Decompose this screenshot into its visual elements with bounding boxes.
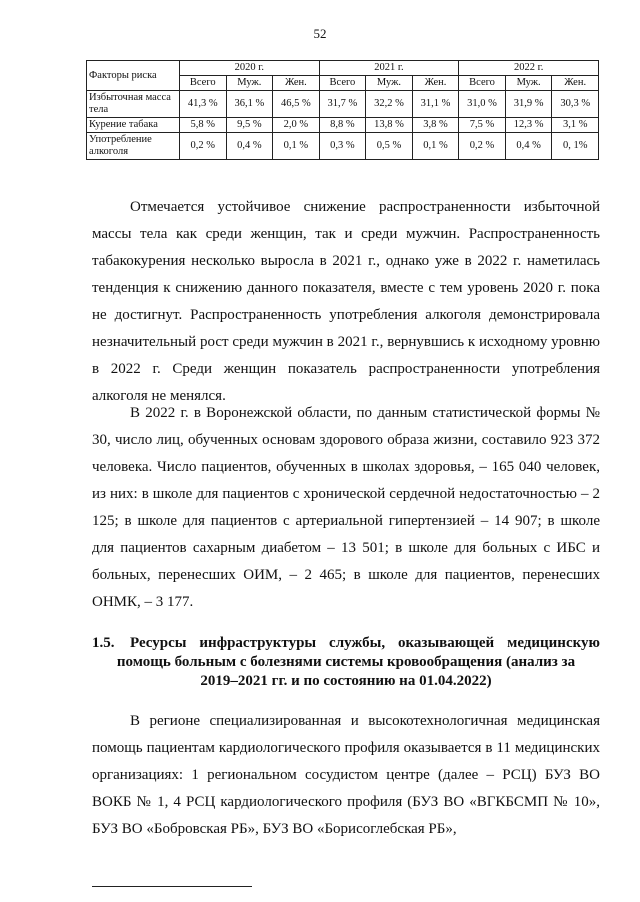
subheader-male: Муж. <box>226 76 273 91</box>
section-title-line-1: Ресурсы инфраструктуры службы, оказывающей медицинскую <box>130 635 600 651</box>
row-factor-label: Употребление алкоголя <box>87 133 180 160</box>
paragraph-cardiology-care: В регионе специализированная и высокотехнологичная медицинская помощь пациентам кардиологического профиля оказывается в 11 медицинских организациях: 1 региональном сосудистом центре (далее – РСЦ) БУЗ ВО ВОКБ № 1, 4 РСЦ кардиологического профиля (БУЗ ВО «ВГКБСМП № 10», БУЗ ВО «Бобровская РБ», БУЗ ВО «Борисоглебская РБ», <box>92 713 600 837</box>
table-cell: 0,2 % <box>180 133 227 160</box>
table-cell: 36,1 % <box>226 91 273 118</box>
table-cell: 31,0 % <box>459 91 506 118</box>
table-cell: 0,4 % <box>226 133 273 160</box>
risk-factors-table <box>86 60 599 160</box>
table-cell: 8,8 % <box>319 118 366 133</box>
subheader-male: Муж. <box>505 76 552 91</box>
table-row <box>87 133 599 160</box>
subheader-female: Жен. <box>273 76 320 91</box>
table-cell: 12,3 % <box>505 118 552 133</box>
table-cell: 0,3 % <box>319 133 366 160</box>
header-factor: Факторы риска <box>87 61 180 91</box>
table-cell: 0,1 % <box>412 133 459 160</box>
table-cell: 7,5 % <box>459 118 506 133</box>
table-row <box>87 91 599 118</box>
subheader-total: Всего <box>319 76 366 91</box>
table-cell: 31,9 % <box>505 91 552 118</box>
page-number: 52 <box>313 26 327 41</box>
table-cell: 46,5 % <box>273 91 320 118</box>
table-cell: 0, 1% <box>552 133 599 160</box>
table-cell: 31,7 % <box>319 91 366 118</box>
header-year-2021: 2021 г. <box>319 61 459 76</box>
table-cell: 30,3 % <box>552 91 599 118</box>
table-cell: 3,1 % <box>552 118 599 133</box>
paragraph-health-schools: В 2022 г. в Воронежской области, по данным статистической формы № 30, число лиц, обученных основам здорового образа жизни, составило 923 372 человека. Число пациентов, обученных в школах здоровья, – 165 040 человек, из них: в школе для пациентов с хронической сердечной недостаточностью – 2 125; в школе для пациентов с артериальной гипертензией – 14 907; в школе для пациентов сахарным диабетом – 13 501; в школе для больных с ИБС и больных, перенесших ОИМ, – 2 465; в школе для пациентов, перенесших ОНМК, – 3 177. <box>92 405 600 610</box>
table-cell: 5,8 % <box>180 118 227 133</box>
table-cell: 13,8 % <box>366 118 413 133</box>
footnote-divider <box>92 886 252 887</box>
row-factor-label: Избыточная масса тела <box>87 91 180 118</box>
section-title-line-3: 2019–2021 гг. и по состоянию на 01.04.2022) <box>200 673 492 689</box>
table-row <box>87 118 599 133</box>
table-cell: 9,5 % <box>226 118 273 133</box>
table-cell: 0,5 % <box>366 133 413 160</box>
subheader-female: Жен. <box>552 76 599 91</box>
table-cell: 2,0 % <box>273 118 320 133</box>
table-header-row-years <box>87 61 599 76</box>
table-cell: 31,1 % <box>412 91 459 118</box>
subheader-female: Жен. <box>412 76 459 91</box>
paragraph-risk-trends: Отмечается устойчивое снижение распространенности избыточной массы тела как среди женщин, так и среди мужчин. Распространенность табакокурения несколько выросла в 2021 г., однако уже в 2022 г. наметилась тенденция к снижению данного показателя, вместе с тем уровень 2020 г. пока не достигнут. Распространенность употребления алкоголя демонстрировала незначительный рост среди мужчин в 2021 г., вернувшись к исходному уровню в 2022 г. Среди женщин показатель распространенности употребления алкоголя не менялся. <box>92 199 600 404</box>
subheader-total: Всего <box>180 76 227 91</box>
table-cell: 3,8 % <box>412 118 459 133</box>
table-cell: 0,4 % <box>505 133 552 160</box>
row-factor-label: Курение табака <box>87 118 180 133</box>
header-year-2022: 2022 г. <box>459 61 599 76</box>
subheader-male: Муж. <box>366 76 413 91</box>
table-cell: 0,1 % <box>273 133 320 160</box>
section-title-line-2: помощь больным с болезнями системы кровообращения (анализ за <box>116 654 576 670</box>
section-number: 1.5. <box>92 635 115 651</box>
table-cell: 32,2 % <box>366 91 413 118</box>
table-cell: 0,2 % <box>459 133 506 160</box>
header-year-2020: 2020 г. <box>180 61 320 76</box>
table-cell: 41,3 % <box>180 91 227 118</box>
section-heading <box>92 634 600 691</box>
subheader-total: Всего <box>459 76 506 91</box>
